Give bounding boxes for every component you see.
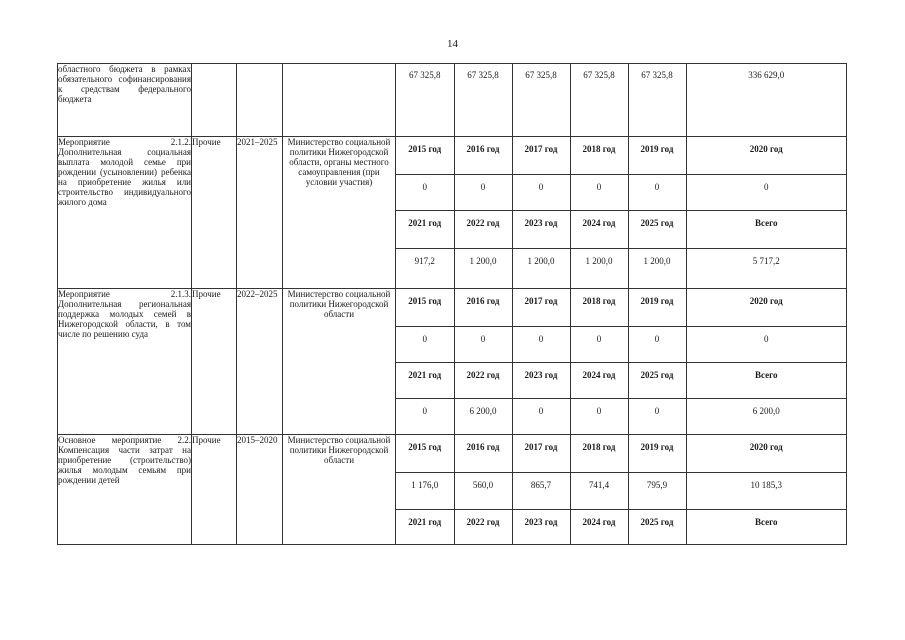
amount-cell: 1 200,0 [512, 248, 570, 288]
year-header: 2025 год [628, 210, 686, 248]
amount-cell: 67 325,8 [454, 64, 512, 136]
amount-cell: 0 [396, 174, 454, 210]
year-header: 2018 год [570, 435, 628, 472]
year-header: 2021 год [396, 362, 454, 398]
amount-cell: 0 [454, 326, 512, 362]
period: 2021–2025 [237, 137, 283, 289]
total-header: Всего [686, 509, 846, 544]
measure-description: Основное мероприятие 2.2. Компенсация части затрат на приобретение (строительство) жилья молодым семьям при рождении детей [58, 435, 192, 545]
period [237, 64, 283, 137]
total-header: Всего [686, 210, 846, 248]
responsible-party: Министерство социальной политики Нижегородской области [283, 289, 396, 435]
year-header: 2021 год [396, 210, 454, 248]
year-header: 2018 год [570, 289, 628, 326]
amount-cell: 67 325,8 [570, 64, 628, 136]
table-row [58, 435, 847, 545]
amount-cell: 0 [686, 174, 846, 210]
funding-grid [396, 64, 847, 137]
funding-source: Прочие [192, 289, 237, 435]
amount-cell: 0 [628, 174, 686, 210]
amount-cell: 0 [396, 326, 454, 362]
measure-description: Мероприятие 2.1.3. Дополнительная региональная поддержка молодых семей в Нижегородской области, в том числе по решению суда [58, 289, 192, 435]
year-header: 2024 год [570, 362, 628, 398]
measure-description: областного бюджета в рамках обязательного софинансирования к средствам федерального бюджета [58, 64, 192, 137]
year-header: 2016 год [454, 137, 512, 174]
amount-cell: 1 176,0 [396, 472, 454, 509]
amount-cell: 6 200,0 [454, 398, 512, 434]
year-header: 2021 год [408, 516, 442, 527]
amount-cell: 0 [570, 398, 628, 434]
amount-cell: 10 185,3 [686, 472, 846, 509]
amount-cell: 0 [454, 174, 512, 210]
year-header: 2017 год [512, 435, 570, 472]
amount-cell: 67 325,8 [512, 64, 570, 136]
funding-grid [396, 137, 847, 289]
year-header: 2025 год [628, 509, 686, 544]
amount-cell: 0 [512, 398, 570, 434]
responsible-party: Министерство социальной политики Нижегородской области [283, 435, 396, 545]
year-header: 2024 год [570, 210, 628, 248]
year-header: 2017 год [512, 289, 570, 326]
year-header: 2024 год [570, 509, 628, 544]
year-header: 2020 год [686, 289, 846, 326]
amount-cell: 0 [512, 174, 570, 210]
funding-source: Прочие [192, 137, 237, 289]
year-header: 2019 год [628, 289, 686, 326]
amount-cell: 795,9 [628, 472, 686, 509]
year-header: 2022 год [454, 509, 512, 544]
funding-grid [396, 435, 847, 545]
total-cell: 336 629,0 [686, 64, 846, 136]
period: 2022–2025 [237, 289, 283, 435]
total-cell: 5 717,2 [686, 248, 846, 288]
amount-cell: 865,7 [512, 472, 570, 509]
year-header: 2016 год [454, 435, 512, 472]
amount-cell: 741,4 [570, 472, 628, 509]
amount-cell: 0 [570, 326, 628, 362]
amount-cell: 67 325,8 [628, 64, 686, 136]
amount-cell: 0 [628, 326, 686, 362]
funding-grid [396, 289, 847, 435]
year-header: 2023 год [512, 210, 570, 248]
funding-source [192, 64, 237, 137]
amount-cell: 0 [512, 326, 570, 362]
amount-cell: 917,2 [414, 255, 435, 266]
year-header: 2019 год [628, 435, 686, 472]
year-header: 2015 год [396, 289, 454, 326]
period: 2015–2020 [237, 435, 283, 545]
year-header: 2022 год [454, 362, 512, 398]
amount-cell: 1 200,0 [570, 248, 628, 288]
year-header: 2025 год [628, 362, 686, 398]
table-row [58, 289, 847, 435]
page-number: 14 [447, 38, 458, 50]
table-row [58, 137, 847, 289]
responsible-party [283, 64, 396, 137]
total-cell: 6 200,0 [686, 398, 846, 434]
amount-cell: 0 [422, 405, 427, 416]
total-header: Всего [686, 362, 846, 398]
year-header: 2020 год [686, 435, 846, 472]
funding-source: Прочие [192, 435, 237, 545]
measure-description: Мероприятие 2.1.2. Дополнительная социальная выплата молодой семье при рождении (усыновлении) ребенка на приобретение жилья или строительство индивидуального жилого дома [58, 137, 192, 289]
year-header: 2015 год [396, 435, 454, 472]
year-header: 2023 год [512, 362, 570, 398]
year-header: 2017 год [512, 137, 570, 174]
amount-cell: 1 200,0 [454, 248, 512, 288]
responsible-party: Министерство социальной политики Нижегородской области, органы местного самоуправления (при условии участия) [283, 137, 396, 289]
amount-cell: 0 [686, 326, 846, 362]
year-header: 2018 год [570, 137, 628, 174]
year-header: 2016 год [454, 289, 512, 326]
year-header: 2023 год [512, 509, 570, 544]
amount-cell: 0 [628, 398, 686, 434]
amount-cell: 560,0 [454, 472, 512, 509]
year-header: 2022 год [454, 210, 512, 248]
year-header: 2020 год [686, 137, 846, 174]
year-header: 2015 год [396, 137, 454, 174]
table-row [58, 64, 847, 137]
amount-cell: 0 [570, 174, 628, 210]
amount-cell: 67 325,8 [409, 70, 441, 80]
year-header: 2019 год [628, 137, 686, 174]
program-table [57, 63, 847, 545]
amount-cell: 1 200,0 [628, 248, 686, 288]
